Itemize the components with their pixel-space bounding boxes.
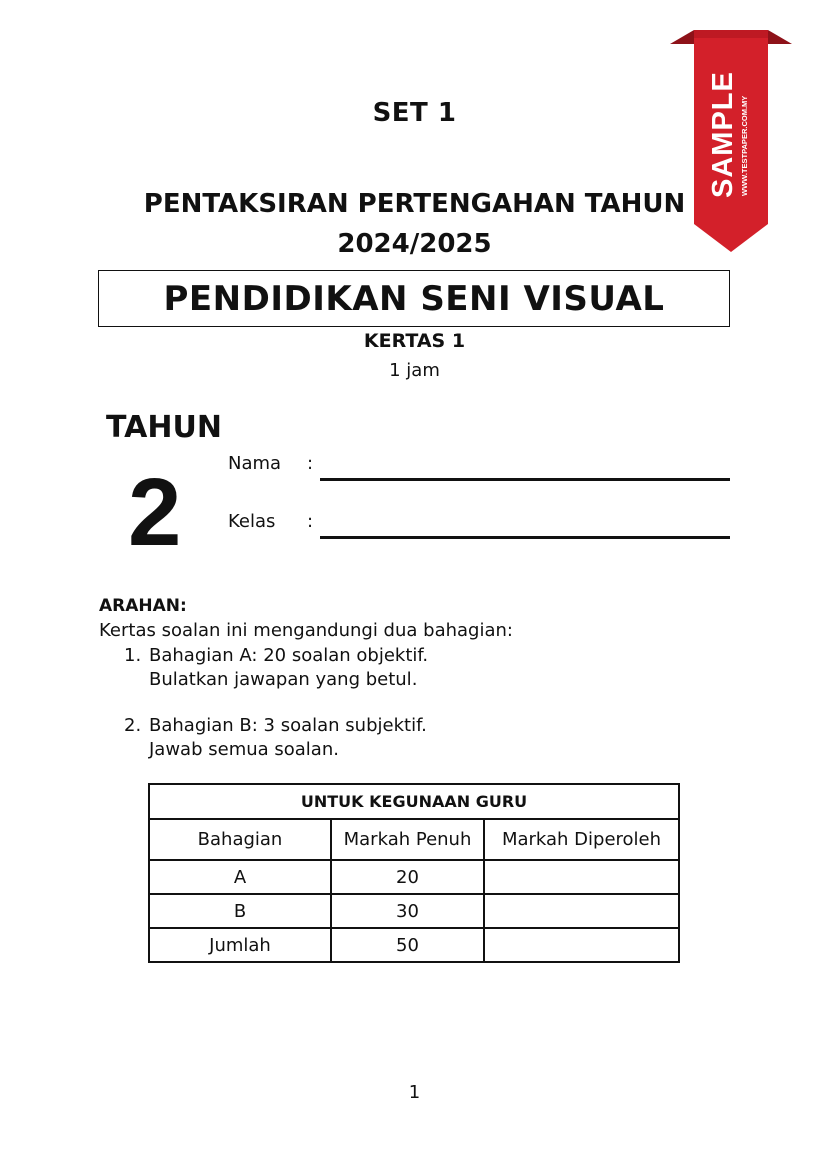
table-cell-empty[interactable] bbox=[484, 928, 679, 962]
instruction-item bbox=[124, 644, 428, 692]
table-cell: 20 bbox=[331, 860, 484, 894]
table-row bbox=[149, 894, 679, 928]
ribbon-shade bbox=[694, 30, 768, 38]
ribbon-url-text: WWW.TESTPAPER.COM.MY bbox=[740, 95, 749, 196]
table-cell-empty[interactable] bbox=[484, 860, 679, 894]
table-row bbox=[149, 928, 679, 962]
instructions-title: ARAHAN: bbox=[99, 596, 187, 616]
instructions-intro: Kertas soalan ini mengandungi dua bahagian: bbox=[99, 620, 513, 641]
ribbon-fold-right bbox=[768, 30, 792, 44]
instruction-line: Jawab semua soalan. bbox=[149, 739, 339, 760]
paper-label: KERTAS 1 bbox=[363, 330, 466, 352]
sample-ribbon-watermark bbox=[668, 26, 794, 258]
exam-title-line2: 2024/2025 bbox=[337, 229, 492, 259]
table-cell: 30 bbox=[331, 894, 484, 928]
teacher-marks-table bbox=[148, 783, 680, 963]
table-cell: 50 bbox=[331, 928, 484, 962]
year-value: 2 bbox=[128, 459, 182, 566]
table-cell: Jumlah bbox=[149, 928, 331, 962]
name-field-line[interactable] bbox=[320, 478, 730, 481]
set-title: SET 1 bbox=[372, 98, 457, 128]
subject-title: PENDIDIKAN SENI VISUAL bbox=[163, 278, 665, 319]
table-title: UNTUK KEGUNAAN GURU bbox=[149, 784, 679, 819]
table-cell: B bbox=[149, 894, 331, 928]
year-label: TAHUN bbox=[106, 410, 222, 445]
instruction-number: 1. bbox=[124, 645, 142, 666]
column-header: Bahagian bbox=[149, 819, 331, 860]
instruction-line: Bulatkan jawapan yang betul. bbox=[149, 669, 418, 690]
instruction-number: 2. bbox=[124, 715, 142, 736]
column-header: Markah Penuh bbox=[331, 819, 484, 860]
table-cell: A bbox=[149, 860, 331, 894]
name-colon: : bbox=[307, 453, 314, 474]
table-cell-empty[interactable] bbox=[484, 894, 679, 928]
column-header: Markah Diperoleh bbox=[484, 819, 679, 860]
table-header-row bbox=[149, 819, 679, 860]
class-field-line[interactable] bbox=[320, 536, 730, 539]
ribbon-sample-text: SAMPLE bbox=[707, 71, 739, 198]
duration-label: 1 jam bbox=[389, 360, 440, 381]
page-number: 1 bbox=[408, 1082, 421, 1103]
instruction-line: Bahagian A: 20 soalan objektif. bbox=[149, 645, 429, 666]
table-row bbox=[149, 860, 679, 894]
instruction-item bbox=[124, 714, 427, 762]
ribbon-fold-left bbox=[670, 30, 694, 44]
exam-title-line1: PENTAKSIRAN PERTENGAHAN TAHUN bbox=[143, 189, 686, 219]
instruction-line: Bahagian B: 3 soalan subjektif. bbox=[149, 715, 427, 736]
class-label: Kelas bbox=[228, 511, 276, 532]
subject-box bbox=[98, 270, 730, 327]
class-colon: : bbox=[307, 511, 314, 532]
name-label: Nama bbox=[228, 453, 282, 474]
